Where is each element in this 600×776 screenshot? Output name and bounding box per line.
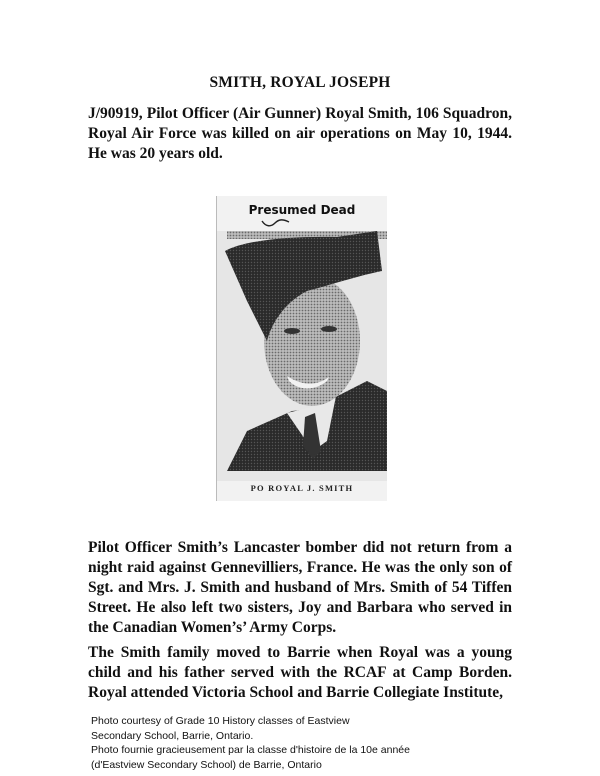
- photo-caption: PO ROYAL J. SMITH: [250, 483, 354, 493]
- credit-line: (d'Eastview Secondary School) de Barrie, Ontario: [91, 758, 322, 771]
- newspaper-photo: [216, 196, 387, 501]
- body-paragraph: The Smith family moved to Barrie when Royal was a young child and his father served with the RCAF at Camp Borden. Royal attended Victoria School and Barrie Collegiate Institute,: [88, 644, 512, 701]
- intro-paragraph: J/90919, Pilot Officer (Air Gunner) Royal Smith, 106 Squadron, Royal Air Force was killed on air operations on May 10, 1944. He was 20 years old.: [88, 105, 512, 162]
- credit-line: Photo fournie gracieusement par la classe d'histoire de la 10e année: [91, 744, 410, 756]
- body-paragraph: Pilot Officer Smith’s Lancaster bomber did not return from a night raid against Gennevilliers, France. He was the only son of Sgt. and Mrs. J. Smith and husband of Mrs. Smith of 54 Tiffen Street. He also left two sisters, Joy and Barbara who served in the Canadian Women’s’ Army Corps.: [88, 539, 512, 636]
- credit-line: Secondary School, Barrie, Ontario.: [91, 729, 254, 742]
- portrait-image: [217, 231, 387, 481]
- squiggle-mark-icon: [261, 218, 291, 228]
- credit-line: Photo courtesy of Grade 10 History classes of Eastview: [91, 715, 350, 727]
- photo-headline: Presumed Dead: [248, 203, 356, 217]
- photo-credit: [91, 714, 410, 772]
- page-title: SMITH, ROYAL JOSEPH: [209, 74, 391, 91]
